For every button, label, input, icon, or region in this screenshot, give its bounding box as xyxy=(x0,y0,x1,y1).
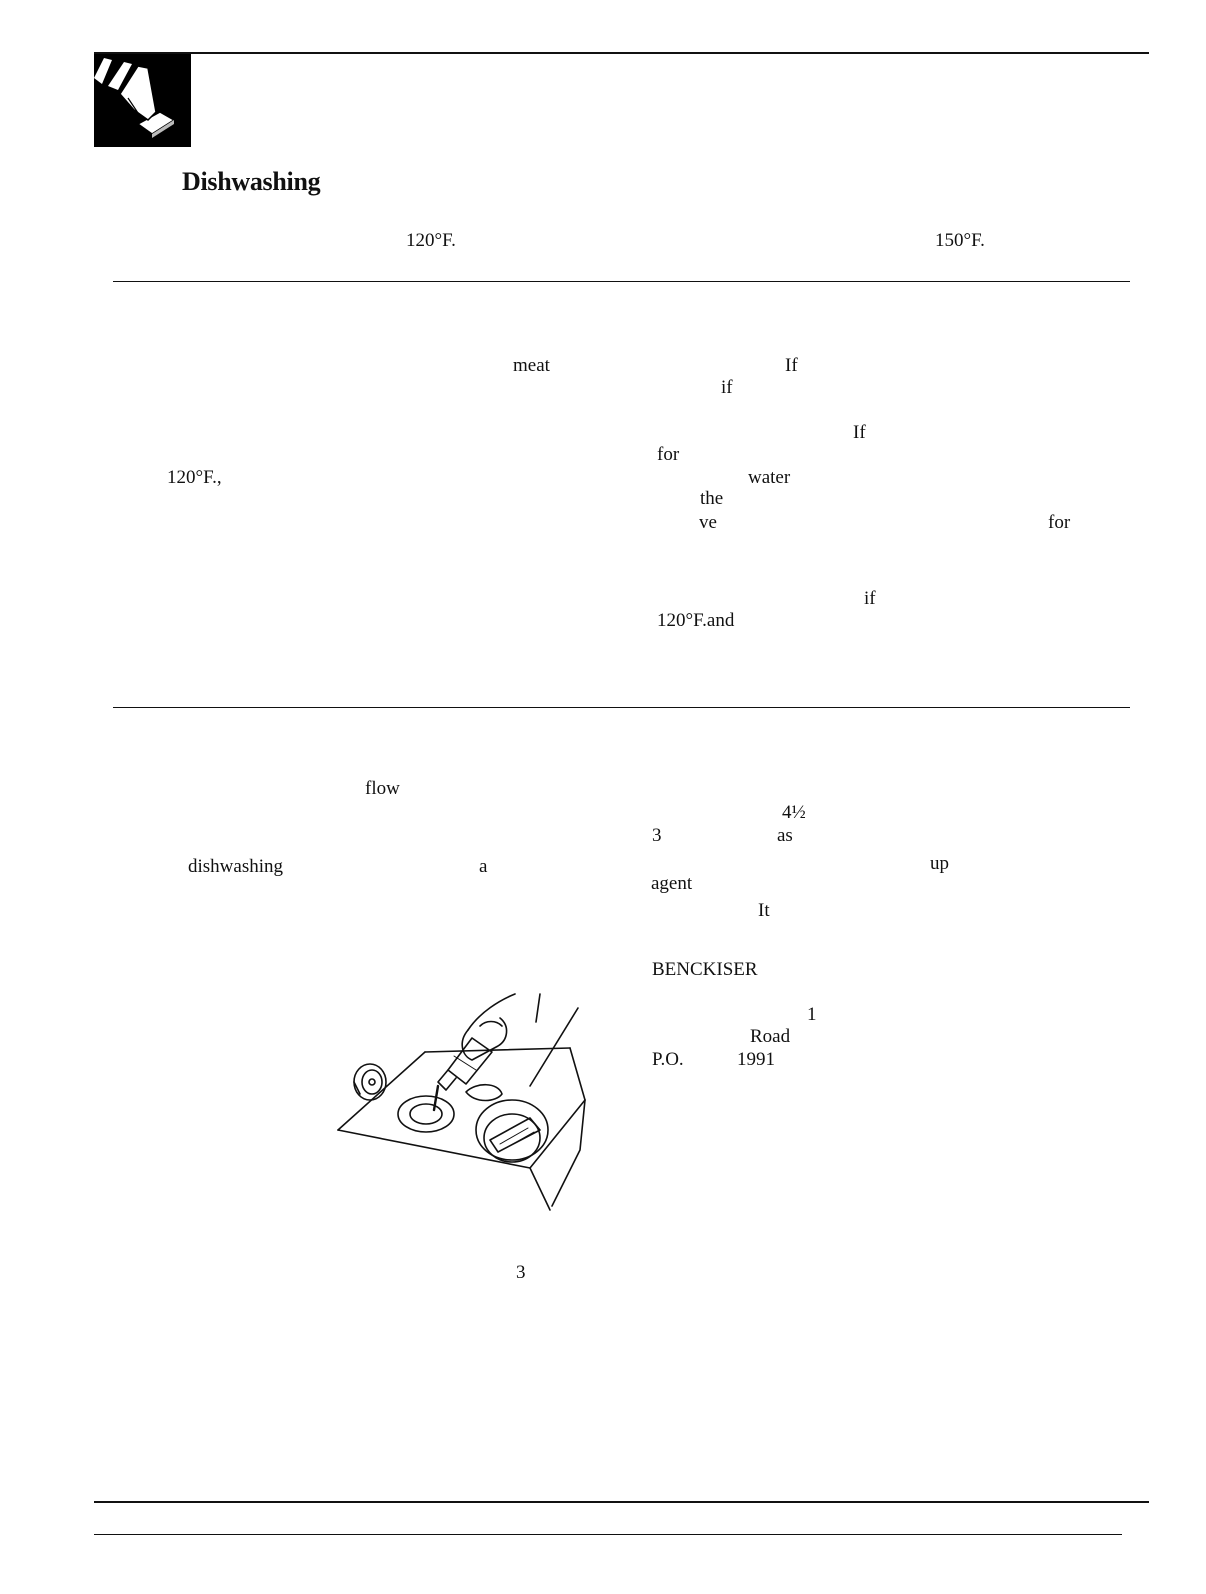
water-frag-temp-and: 120°F.and xyxy=(657,610,735,631)
rinse-frag-agent: agent xyxy=(651,873,693,894)
rinse-word-flow: flow xyxy=(365,778,400,799)
intro-temp-high: 150°F. xyxy=(935,230,985,251)
water-frag-the: the xyxy=(700,488,724,509)
address-po: P.O. xyxy=(652,1049,684,1070)
water-frag-ve: ve xyxy=(699,512,717,533)
water-frag-water: water xyxy=(748,467,791,488)
header-rule xyxy=(94,52,1149,54)
water-word-meat: meat xyxy=(513,355,550,376)
water-frag-if-1: If xyxy=(785,355,798,376)
rinse-frag-up: up xyxy=(930,853,949,874)
hand-pressing-button-icon xyxy=(94,54,191,147)
rinse-frag-fraction: 4½ xyxy=(782,802,806,823)
rinse-frag-as: as xyxy=(777,825,793,846)
address-road: Road xyxy=(750,1026,791,1047)
water-frag-for-1: for xyxy=(657,444,680,465)
rinse-agent-dispenser-filling-icon xyxy=(330,990,600,1215)
water-frag-if-3: If xyxy=(853,422,866,443)
water-frag-if-4: if xyxy=(864,588,876,609)
section-title: Dishwashing xyxy=(182,167,321,196)
section-divider-2 xyxy=(113,707,1130,708)
footer-rule-2 xyxy=(94,1534,1122,1535)
figure-caption-number: 3 xyxy=(516,1262,526,1283)
intro-temp-low: 120°F. xyxy=(406,230,456,251)
footer-rule-1 xyxy=(94,1501,1149,1503)
rinse-agent-illustration xyxy=(330,990,600,1215)
water-temp-reading: 120°F., xyxy=(167,467,222,488)
rinse-word-a: a xyxy=(479,856,488,877)
rinse-frag-it: It xyxy=(758,900,770,921)
address-box-number: 1991 xyxy=(737,1049,775,1070)
section-divider-1 xyxy=(113,281,1130,282)
water-frag-if-2: if xyxy=(721,377,733,398)
water-frag-for-2: for xyxy=(1048,512,1071,533)
rinse-frag-3: 3 xyxy=(652,825,662,846)
company-name: BENCKISER xyxy=(652,959,758,980)
header-logo xyxy=(94,54,191,147)
rinse-word-dishwashing: dishwashing xyxy=(188,856,283,877)
address-number: 1 xyxy=(807,1004,817,1025)
